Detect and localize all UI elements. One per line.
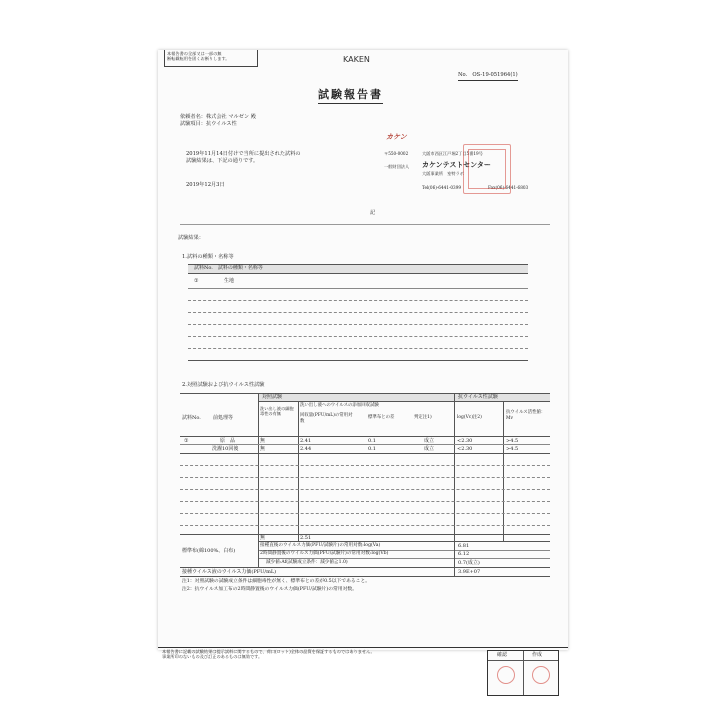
col-mv: 抗ウイルス活性値：Mv: [506, 410, 546, 421]
col-log-vc: log(Vc)注2): [457, 415, 482, 420]
footer-note-line-2: 事業所印のないもの及び訂正のあるものは無効です。: [162, 654, 263, 660]
inoculum-label: 接種ウイルス液のウイルス力価(PFU/mL): [182, 569, 277, 575]
footer-note-line-1: 本報告書に記載の試験結果は提示試料に関するもので、荷口(ロット)全体の品質を保証するものではありません。: [162, 649, 375, 654]
ki-mark: 記: [370, 210, 376, 216]
row1-tox: 無: [260, 438, 266, 444]
lab-seal-stamp: [463, 144, 511, 194]
requester-value: 株式会社 マルゼン 殿: [205, 114, 256, 120]
row2-diff: 0.1: [368, 446, 376, 452]
row2-tox: 無: [260, 446, 266, 452]
row1-diff: 0.1: [368, 438, 376, 444]
col-toxicity: 洗い出し液の細胞毒性の有無: [260, 406, 294, 416]
col-sample-no: 試料No.: [182, 415, 201, 421]
org-short-name: KAKEN: [343, 55, 370, 64]
note-1: 注1：対照試験の試験成立条件は細胞毒性が無く、標準布との差が0.5以下であること。: [182, 579, 371, 584]
row2-pre: 洗濯10回後: [212, 446, 239, 452]
test-item-label: 試験項目：: [180, 120, 206, 127]
intro-line-1: 2019年11月14日付けで当所に提出された試料の: [186, 151, 301, 157]
col-diff-standard: 標準布との差: [368, 415, 395, 420]
report-number: No. OS-19-051964(1): [458, 72, 518, 81]
section1-col-header: 試料No. 試料の種類・名称等: [194, 265, 263, 271]
create-stamp: [532, 666, 550, 684]
lab-name: カケンテストセンター: [422, 161, 491, 169]
section1-row-no: ①: [194, 278, 199, 284]
standard-line2-value: 6.12: [458, 551, 470, 557]
standard-rec: 2.51: [300, 535, 312, 541]
row1-log: <2.30: [457, 438, 473, 444]
standard-line1-label: 接種直後のウイルス力価(PFU/試験片)の常用対数:log(Va): [260, 543, 381, 548]
row1-judge: 成立: [424, 438, 435, 444]
top-note-line-1: 本報告書の全部又は一部の無: [167, 51, 222, 56]
requester-label: 依頼者名：: [180, 114, 206, 120]
client-info: [180, 114, 256, 127]
row1-pre: 原 品: [220, 438, 236, 444]
approve-label: 確認: [497, 652, 508, 658]
row2-rec: 2.44: [300, 446, 312, 452]
row2-judge: 成立: [424, 446, 435, 452]
lab-office: 大阪事業所 室特ラボ: [422, 171, 464, 176]
results-label: 試験結果：: [178, 235, 204, 241]
report-date: 2019年12月3日: [186, 182, 225, 188]
lab-entity-type: 一般財団法人: [384, 164, 410, 169]
section2-heading: 2.対照試験および抗ウイルス性試験: [182, 382, 265, 388]
row2-mv: >4.5: [506, 446, 519, 452]
lab-logo: カケン: [386, 133, 407, 141]
standard-line3-label: 減少値:Af(試験成立条件：減少値≧1.0): [266, 560, 348, 565]
lab-address: 大阪市西区江戸堀2丁目5番19号: [422, 151, 483, 156]
standard-line3-value: 0.7(成立): [458, 560, 480, 566]
lab-postal: 〒550-0002: [384, 151, 409, 156]
col-antiviral-test: 抗ウイルス性試験: [458, 394, 498, 400]
footer-note: [162, 649, 484, 660]
report-title: 試験報告書: [318, 86, 383, 104]
standard-line2-label: 2時間静置後のウイルス力価(PFU/試験片)の常用対数:log(Vb): [260, 551, 389, 556]
row1-no: ①: [184, 438, 189, 444]
test-item-value: 抗ウイルス性: [205, 120, 237, 127]
col-recovery-header: 洗い出し液へのウイルスの添加回収試験: [300, 403, 379, 408]
section1-row-name: 生地: [224, 278, 235, 284]
lab-fax: Fax(06)-6441-6803: [488, 185, 529, 190]
intro-text: [186, 151, 301, 164]
note-2: 注2：抗ウイルス加工布の2時間静置後のウイルス力価(PFU/試験片)の常用対数。: [182, 587, 357, 592]
inoculum-value: 3.9E+07: [458, 569, 481, 575]
col-control-test: 対照試験: [262, 394, 283, 400]
standard-line1-value: 6.81: [458, 543, 470, 549]
standard-tox: 無: [260, 535, 266, 541]
top-note-line-2: 断転載転用を固くお断りします。: [167, 56, 230, 62]
intro-line-2: 試験結果は、下記の通りです。: [186, 157, 259, 164]
row1-mv: >4.5: [506, 438, 519, 444]
lab-tel: Tel(06)-6441-0399: [422, 185, 462, 190]
create-label: 作成: [532, 652, 543, 658]
col-recovery-value: 回収量(PFU/mL)の常用対数: [300, 413, 353, 424]
col-pretreatment: 前処理等: [213, 415, 234, 421]
approve-stamp: [497, 666, 515, 684]
col-judgment: 判定注1): [414, 415, 432, 420]
row2-log: <2.30: [457, 446, 473, 452]
standard-label: 標準布(綿100%、白布): [182, 548, 236, 554]
top-note: [164, 50, 258, 67]
section1-heading: 1.試料の種類・名称等: [182, 254, 234, 260]
row1-rec: 2.41: [300, 438, 312, 444]
approval-box: [487, 650, 559, 696]
